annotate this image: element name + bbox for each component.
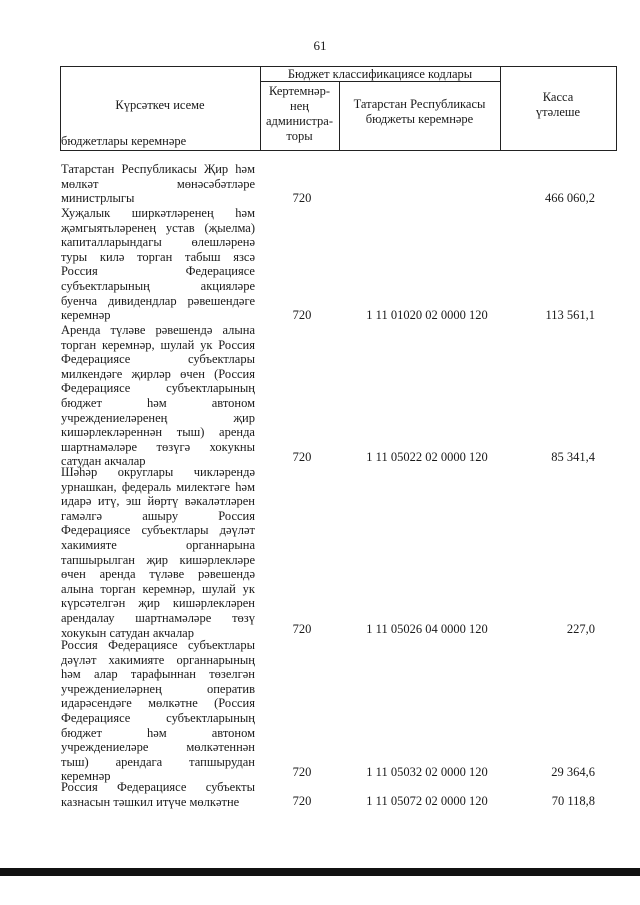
row-name-line: Хуҗалык ширкәтләренең һәм [61,206,255,220]
row-admin-code: 720 [292,794,312,808]
row-name-line: Россия Федерациясе [61,264,255,279]
header-budget-codes: Бюджет классификациясе кодлары [287,67,473,81]
row-name-line: торган керемнәр, шулай ук Россия [61,337,255,352]
row-name-line: арендалау шартнамәләре төзү [61,610,255,625]
row-amount: 227,0 [566,622,595,636]
row-name-line: җәмгыятьләренең устав (җыелма) [61,220,255,235]
row-name-line: министрлыгы [61,191,135,206]
header-admin-line: Кертемнәр- [268,84,331,98]
row-name-line: өчен аренда түләве рәвешендә [61,567,255,582]
row-name-line: тапшырылган җир кишәрлекләре [61,552,255,567]
row-name [61,780,255,809]
header-revenue-line: бюджеты керемнәре [365,112,474,126]
row-name [61,638,255,784]
row-revenue-code: 1 11 05072 02 0000 120 [366,794,488,808]
page-bottom-edge [0,868,640,876]
row-name [61,206,255,323]
row-name-line: Россия Федерациясе субъектлары [61,638,255,652]
header-admin [260,84,339,144]
header-admin-line: торы [286,129,313,143]
row-admin-code: 720 [292,308,312,322]
header-cash-line: үтәлеше [535,105,581,119]
row-name-line: мөлкәт мөнәсәбәтләре [61,176,255,191]
header-cash [500,90,616,120]
row-name-line: керемнәр [61,308,111,323]
row-name-line: кишәрлекләреннән тыш) аренда [61,425,255,440]
row-name-line: күрсәтелгән җир кишәрлекләрен [61,596,255,611]
row-name-line: Татарстан Республикасы Җир һәм [61,162,255,176]
row-name-line: бюджет һәм автоном [61,395,255,410]
row-name-line: тыш) арендага тапшырудан [61,754,255,769]
row-name-line: милкендәге җирләр өчен (Россия [61,366,255,381]
row-amount: 70 118,8 [551,794,595,808]
row-amount: 29 364,6 [551,765,595,779]
header-right-border [616,66,617,150]
row-revenue-code: 1 11 01020 02 0000 120 [366,308,488,322]
row-name-line: казнасын тәшкил итүче мөлкәтне [61,794,240,809]
header-revenue-line: Татарстан Республикасы [353,97,486,111]
row-name-line: субъектларының акцияләре [61,278,255,293]
row-name-line: учреждениеләренең җир [61,410,255,425]
header-indicator-name: Күрсәткеч исеме [115,98,205,112]
header-admin-line: нең [290,99,309,113]
row-name-line: шартнамәләре төзүгә хокукны [61,439,255,454]
header-revenue [339,97,500,127]
row-name-line: һәм алар тарафыннан төзелгән [61,667,255,682]
row-name [61,134,255,149]
row-name-line: капиталларындагы өлешләренә [61,235,255,250]
row-name-line: гамәлгә ашыру Россия [61,508,255,523]
row-name-line: Федерациясе субъектлары [61,352,255,367]
row-name-line: буенча дивидендлар рәвешендәге [61,293,255,308]
header-bottom-border [60,150,617,151]
row-name-line: сатудан акчалар [61,454,146,469]
row-name-line: Федерациясе субъектлары дәүләт [61,523,255,538]
row-admin-code: 720 [292,765,312,779]
row-name-line: Шәһәр округлары чикләрендә [61,465,255,479]
row-name-line: Аренда түләве рәвешендә алына [61,323,255,337]
row-revenue-code: 1 11 05026 04 0000 120 [366,622,488,636]
row-name-line: Федерациясе субъектларының [61,381,255,396]
row-name-line: дәүләт хакимияте органнарының [61,652,255,667]
row-admin-code: 720 [292,191,312,205]
row-name-line: хакимияте органнарына [61,537,255,552]
row-name-line: алына торган керемнәр, шулай ук [61,581,255,596]
row-admin-code: 720 [292,450,312,464]
row-name-line: идарә итү, эш йөртү вәкаләтләрен [61,494,255,509]
row-name-line: идарәсендәге мөлкәтне (Россия [61,696,255,711]
row-name [61,465,255,640]
row-name-line: Федерациясе субъектларының [61,710,255,725]
row-name [61,162,255,206]
row-name-line: учреждениеләрнең оператив [61,681,255,696]
row-amount: 85 341,4 [551,450,595,464]
row-amount: 113 561,1 [545,308,595,322]
row-name-line: бюджет һәм автоном [61,725,255,740]
row-revenue-code: 1 11 05032 02 0000 120 [366,765,488,779]
row-name-line: урнашкан, федераль милектәге һәм [61,479,255,494]
row-name-line: туры килә торган табыш язсә [61,249,255,264]
row-name-line: учреждениеләре мөлкәтеннән [61,740,255,755]
row-name-line: Россия Федерациясе субъекты [61,780,255,794]
row-name-line: бюджетлары керемнәре [61,134,187,148]
row-admin-code: 720 [292,622,312,636]
row-name-line: керемнәр [61,769,111,784]
header-admin-line: администра- [265,114,333,128]
row-revenue-code: 1 11 05022 02 0000 120 [366,450,488,464]
page-number: 61 [313,38,327,53]
row-name-line: хокукын сатудан акчалар [61,625,194,640]
row-name [61,323,255,469]
row-amount: 466 060,2 [545,191,595,205]
header-cash-line: Касса [542,90,574,104]
